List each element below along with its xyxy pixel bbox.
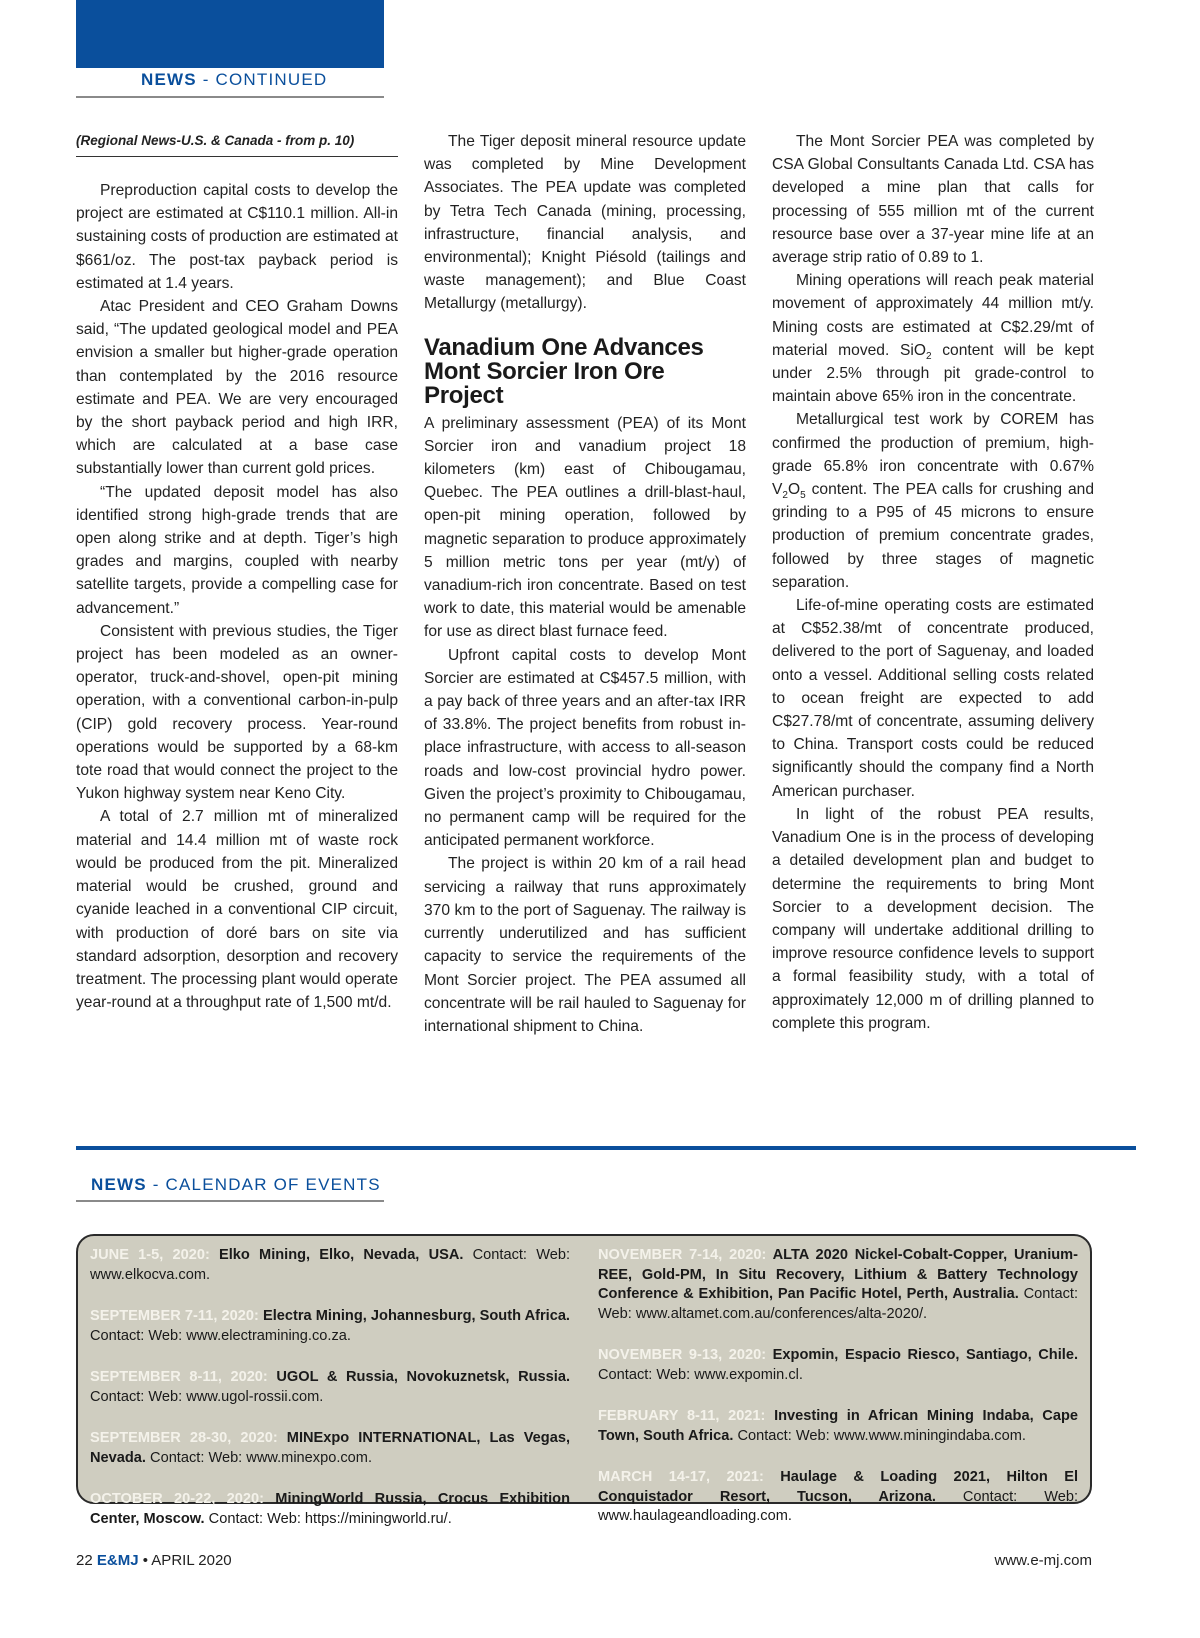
column-3 (772, 130, 1094, 1035)
column-2 (424, 130, 746, 1038)
event-contact: Contact: Web: www.elkocva.com. (90, 1247, 570, 1283)
events-left-column (90, 1246, 570, 1551)
text-run: Metallurgical test work by COREM has confirmed the production of premium, high-grade 65.8% iron concentrate with 0.67% V (772, 411, 1094, 499)
event-item (90, 1307, 570, 1346)
event-item (598, 1468, 1078, 1527)
event-contact: Contact: Web: www.expomin.cl. (598, 1366, 803, 1383)
magazine-name: E&MJ (96, 1552, 139, 1569)
event-date: MARCH 14-17, 2021: (598, 1469, 764, 1485)
subscript: 2 (926, 350, 932, 362)
event-item (90, 1246, 570, 1285)
event-item (90, 1368, 570, 1407)
event-contact: Contact: Web: https://miningworld.ru/. (204, 1510, 452, 1527)
event-item (90, 1490, 570, 1529)
event-date: OCTOBER 20-22, 2020: (90, 1491, 264, 1507)
paragraph (772, 408, 1094, 594)
calendar-kicker (91, 1175, 381, 1195)
page-footer-left (76, 1552, 232, 1569)
event-date: SEPTEMBER 28-30, 2020: (90, 1430, 278, 1446)
paragraph: In light of the robust PEA results, Vanadium One is in the process of developing a detailed development plan and budget to determine the requirements to bring Mont Sorcier to a development decision. The company will undertake additional drilling to improve resource confidence levels to support a formal feasibility study, with a total of approximately 12,000 m of drilling planned to complete this program. (772, 805, 1094, 1032)
event-name: Elko Mining, Elko, Nevada, USA. (209, 1247, 464, 1263)
event-name: MINExpo INTERNATIONAL, Las Vegas, Nevada. (90, 1430, 571, 1466)
paragraph: Preproduction capital costs to develop the project are estimated at C$110.1 million. All-in sustaining costs of production are estimated at $661/oz. The post-tax payback period is estimated at 1.4 years. (76, 182, 398, 292)
event-item (598, 1246, 1078, 1324)
kicker-rest: - CONTINUED (196, 70, 328, 89)
event-contact: Contact: Web: www.altamet.com.au/conferences/alta-2020/. (598, 1286, 1078, 1322)
event-name: ALTA 2020 Nickel-Cobalt-Copper, Uranium-REE, Gold-PM, In Situ Recovery, Lithium & Battery Technology Conference & Exhibition, Pan Pacific Hotel, Perth, Australia. (598, 1247, 1078, 1302)
kicker-rule (76, 96, 384, 98)
issue-date: • APRIL 2020 (138, 1552, 232, 1569)
subscript: 2 (782, 490, 788, 502)
text-run: O (787, 481, 801, 499)
paragraph: The Mont Sorcier PEA was completed by CSA Global Consultants Canada Ltd. CSA has developed a mine plan that calls for processing of 555 million mt of the current resource base over a 37-year mine life at an average strip ratio of 0.89 to 1. (772, 133, 1094, 267)
event-date: NOVEMBER 9-13, 2020: (598, 1347, 767, 1363)
calendar-kicker-rule (76, 1200, 384, 1202)
header-color-block (76, 0, 384, 68)
continued-from-note: (Regional News-U.S. & Canada - from p. 10) (76, 130, 398, 157)
event-date: NOVEMBER 7-14, 2020: (598, 1247, 767, 1263)
event-item (90, 1429, 570, 1468)
kicker-bold: NEWS (91, 1175, 147, 1194)
event-date: SEPTEMBER 8-11, 2020: (90, 1369, 268, 1385)
paragraph: Atac President and CEO Graham Downs said, “The updated geological model and PEA envision a smaller but higher-grade operation than contemplated by the 2016 resource estimate and PEA. We are very encouraged by the short payback period and high IRR, which are calculated at a base case substantially lower than current gold prices. (76, 298, 398, 478)
calendar-top-rule (76, 1146, 1136, 1150)
event-contact: Contact: Web: www.www.miningindaba.com. (733, 1427, 1026, 1444)
kicker-bold: NEWS (141, 70, 197, 89)
text-run: content. The PEA calls for crushing and grinding to a P95 of 45 microns to ensure production of premium concentrate grades, followed by three stages of magnetic separation. (772, 481, 1094, 591)
paragraph: Life-of-mine operating costs are estimated at C$52.38/mt of concentrate produced, delivered to the port of Saguenay, and loaded onto a vessel. Additional selling costs related to ocean freight are expected to add C$27.78/mt of concentrate, assuming delivery to China. Transport costs could be reduced significantly should the company find a North American purchaser. (772, 597, 1094, 800)
headline-line-1: Vanadium One Advances (424, 333, 704, 361)
event-contact: Contact: Web: www.haulageandloading.com. (598, 1488, 1078, 1524)
kicker-rest: - CALENDAR OF EVENTS (146, 1175, 381, 1194)
event-contact: Contact: Web: www.electramining.co.za. (90, 1327, 351, 1344)
paragraph: “The updated deposit model has also identified strong high-grade trends that are open along strike and at depth. Tiger’s high grades and margins, coupled with nearby satellite targets, provide a compelling case for advancement.” (76, 483, 398, 617)
event-date: FEBRUARY 8-11, 2021: (598, 1408, 766, 1424)
events-box (76, 1234, 1092, 1527)
event-item (598, 1407, 1078, 1446)
paragraph: Upfront capital costs to develop Mont Sorcier are estimated at C$457.5 million, with a pay back of three years and an after-tax IRR of 33.8%. The project benefits from robust in-place infrastructure, with access to all-season roads and low-cost provincial hydro power. Given the project’s proximity to Chibougamau, no permanent camp will be required for the anticipated permanent workforce. (424, 646, 746, 850)
paragraph: A total of 2.7 million mt of mineralized material and 14.4 million mt of waste rock would be produced from the pit. Mineralized material would be crushed, ground and cyanide leached in a conventional CIP circuit, with production of doré bars on site via standard adsorption, desorption and recovery treatment. The processing plant would operate year-round at a throughput rate of 1,500 mt/d. (76, 808, 398, 1012)
text-run: Mining operations will reach peak material movement of approximately 44 million mt/y. Mining costs are estimated at C$2.29/mt of material moved. SiO (772, 272, 1094, 359)
events-right-column (598, 1246, 1078, 1549)
article-headline (424, 333, 746, 409)
event-date: JUNE 1-5, 2020: (90, 1247, 210, 1263)
headline-line-2: Mont Sorcier Iron Ore Project (424, 357, 665, 409)
event-name: MiningWorld Russia, Crocus Exhibition Center, Moscow. (90, 1491, 570, 1527)
lead-paragraph: A preliminary assessment (PEA) of its Mont Sorcier iron and vanadium project 18 kilometers (km) east of Chibougamau, Quebec. The PEA outlines a drill-blast-haul, open-pit mining operation, followed by magnetic separation to produce approximately 5 million metric tons per year (mt/y) of vanadium-rich iron concentrate. Based on test work to date, this material would be amenable for use as direct blast furnace feed. (424, 414, 746, 641)
event-name: Expomin, Espacio Riesco, Santiago, Chile. (766, 1347, 1078, 1363)
subscript: 5 (800, 490, 806, 502)
event-name: Haulage & Loading 2021, Hilton El Conquistador Resort, Tucson, Arizona. (598, 1469, 1078, 1505)
event-name: Electra Mining, Johannesburg, South Africa. (258, 1308, 570, 1324)
paragraph: The project is within 20 km of a rail head servicing a railway that runs approximately 370 km to the port of Saguenay. The railway is currently underutilized and has sufficient capacity to service the requirements of the Mont Sorcier project. The PEA assumed all concentrate will be rail hauled to Saguenay for international shipment to China. (424, 855, 746, 1035)
column-1 (76, 130, 398, 1014)
event-date: SEPTEMBER 7-11, 2020: (90, 1308, 259, 1324)
event-name: Investing in African Mining Indaba, Cape Town, South Africa. (598, 1408, 1078, 1444)
event-name: UGOL & Russia, Novokuznetsk, Russia. (267, 1369, 570, 1385)
event-item (598, 1346, 1078, 1385)
event-contact: Contact: Web: www.ugol-rossii.com. (90, 1388, 324, 1405)
paragraph (772, 269, 1094, 408)
page-number: 22 (76, 1552, 93, 1569)
paragraph: The Tiger deposit mineral resource update was completed by Mine Development Associates. The PEA update was completed by Tetra Tech Canada (mining, processing, infrastructure, financial analysis, and environmental); Knight Piésold (tailings and waste management); and Blue Coast Metallurgy (metallurgy). (424, 133, 746, 313)
paragraph: Consistent with previous studies, the Tiger project has been modeled as an owner-operator, truck-and-shovel, open-pit mining operation, with a conventional carbon-in-pulp (CIP) gold recovery process. Year-round operations would be supported by a 68-km tote road that would connect the project to the Yukon highway system near Keno City. (76, 622, 398, 803)
text-run: content will be kept under 2.5% through pit grade-control to maintain above 65% iron in the concentrate. (772, 341, 1094, 406)
section-kicker (141, 70, 327, 90)
event-contact: Contact: Web: www.minexpo.com. (145, 1449, 373, 1466)
website-url: www.e-mj.com (994, 1552, 1092, 1569)
